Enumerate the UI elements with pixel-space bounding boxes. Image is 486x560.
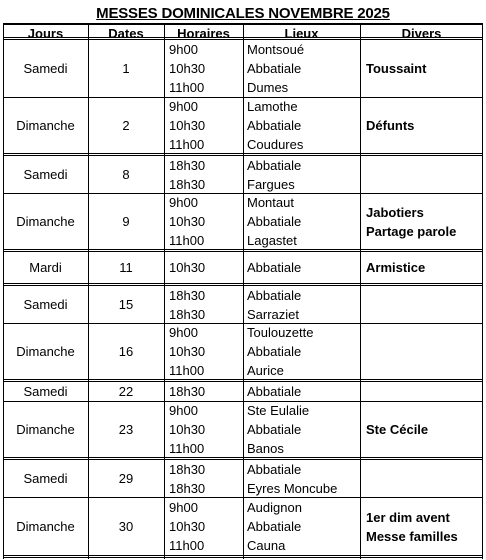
time-label: 9h00 — [169, 195, 198, 210]
day-label: Samedi — [23, 167, 68, 182]
page-title: MESSES DOMINICALES NOVEMBRE 2025 — [96, 5, 390, 22]
day-label: Dimanche — [16, 214, 75, 229]
date-label: 11 — [119, 260, 133, 275]
places-cell — [243, 286, 360, 323]
notes-cell — [360, 40, 483, 97]
place-label: Toulouzette — [247, 325, 314, 340]
time-label: 11h00 — [169, 233, 205, 248]
day-cell — [3, 252, 88, 283]
place-label: Eyres Moncube — [247, 480, 338, 496]
time-label: 18h30 — [169, 287, 206, 303]
place-label: Abbatiale — [247, 61, 302, 76]
date-label: 15 — [118, 297, 134, 312]
day-cell — [3, 40, 88, 97]
date-cell — [88, 498, 164, 555]
time-label: 11h00 — [169, 538, 205, 553]
day-label: Samedi — [23, 297, 68, 312]
place-label: Banos — [247, 441, 284, 456]
places-cell — [243, 382, 360, 401]
date-cell — [88, 402, 164, 457]
places-cell — [243, 98, 360, 153]
time-label: 10h30 — [169, 214, 206, 229]
place-label: Cauna — [247, 538, 286, 553]
time-label: 10h30 — [169, 344, 206, 359]
times-cell — [164, 40, 243, 97]
place-label: Abbatiale — [247, 461, 302, 477]
place-label: Ste Eulalie — [247, 403, 310, 418]
note-label: Messe familles — [366, 528, 458, 544]
notes-cell — [360, 156, 483, 193]
note-label: Armistice — [366, 260, 426, 275]
date-label: 8 — [122, 167, 130, 182]
notes-cell — [360, 98, 483, 153]
notes-cell — [360, 382, 483, 401]
time-label: 9h00 — [169, 500, 198, 515]
time-label: 9h00 — [169, 42, 198, 57]
day-cell — [3, 194, 88, 249]
notes-cell — [360, 252, 483, 283]
places-cell — [243, 460, 360, 497]
date-cell — [88, 324, 164, 379]
note-label: Toussaint — [366, 61, 427, 76]
notes-cell — [360, 460, 483, 497]
day-label: Dimanche — [16, 519, 75, 534]
time-label: 18h30 — [169, 306, 206, 322]
column-divider — [164, 23, 165, 559]
place-label: Montsoué — [247, 42, 305, 57]
date-cell — [88, 460, 164, 497]
day-label: Samedi — [23, 384, 68, 399]
day-cell — [3, 286, 88, 323]
time-label: 11h00 — [169, 363, 205, 378]
time-label: 18h30 — [169, 157, 206, 173]
date-label: 23 — [118, 422, 134, 437]
time-label: 18h30 — [169, 480, 206, 496]
places-cell — [243, 252, 360, 283]
day-cell — [3, 324, 88, 379]
times-cell — [164, 194, 243, 249]
times-cell — [164, 252, 243, 283]
time-label: 18h30 — [169, 461, 206, 477]
place-label: Aurice — [247, 363, 284, 378]
place-label: Abbatiale — [247, 287, 302, 303]
column-divider — [243, 23, 244, 559]
day-label: Dimanche — [16, 344, 75, 359]
place-label: Abbatiale — [247, 157, 302, 173]
places-cell — [243, 324, 360, 379]
place-label: Abbatiale — [247, 260, 302, 275]
places-cell — [243, 402, 360, 457]
place-label: Lamothe — [247, 99, 298, 114]
date-cell — [88, 156, 164, 193]
date-label: 16 — [118, 344, 134, 359]
day-label: Dimanche — [16, 422, 75, 437]
time-label: 10h30 — [169, 61, 206, 76]
day-label: Samedi — [23, 471, 68, 486]
header-jours: Jours — [27, 26, 64, 41]
date-label: 30 — [118, 519, 134, 534]
places-cell — [243, 40, 360, 97]
notes-cell — [360, 498, 483, 555]
header-divers: Divers — [401, 26, 442, 41]
date-label: 22 — [118, 384, 134, 399]
place-label: Dumes — [247, 80, 289, 95]
date-cell — [88, 286, 164, 323]
day-cell — [3, 382, 88, 401]
time-label: 10h30 — [169, 118, 206, 133]
places-cell — [243, 498, 360, 555]
time-label: 10h30 — [169, 260, 206, 275]
day-cell — [3, 98, 88, 153]
place-label: Coudures — [247, 137, 304, 152]
day-cell — [3, 498, 88, 555]
place-label: Lagastet — [247, 233, 297, 248]
time-label: 9h00 — [169, 403, 198, 418]
date-label: 9 — [122, 214, 130, 229]
place-label: Abbatiale — [247, 344, 302, 359]
header-horaires: Horaires — [177, 26, 230, 41]
note-label: Ste Cécile — [366, 422, 429, 437]
time-label: 11h00 — [169, 137, 205, 152]
time-label: 18h30 — [169, 384, 206, 399]
time-label: 9h00 — [169, 325, 198, 340]
date-cell — [88, 98, 164, 153]
place-label: Abbatiale — [247, 214, 302, 229]
column-divider — [88, 23, 89, 559]
times-cell — [164, 324, 243, 379]
times-cell — [164, 498, 243, 555]
table-border-left — [3, 23, 4, 559]
day-label: Dimanche — [16, 118, 75, 133]
day-cell — [3, 156, 88, 193]
header-lieux: Lieux — [284, 26, 319, 41]
place-label: Montaut — [247, 195, 294, 210]
place-label: Fargues — [247, 176, 295, 192]
date-label: 29 — [118, 471, 134, 486]
date-cell — [88, 252, 164, 283]
notes-cell — [360, 194, 483, 249]
time-label: 10h30 — [169, 422, 206, 437]
day-label: Samedi — [23, 61, 68, 76]
place-label: Sarraziet — [247, 306, 300, 322]
day-label: Mardi — [29, 260, 62, 275]
header-dates: Dates — [108, 26, 144, 41]
time-label: 10h30 — [169, 519, 206, 534]
date-cell — [88, 194, 164, 249]
place-label: Abbatiale — [247, 118, 302, 133]
place-label: Abbatiale — [247, 519, 302, 534]
place-label: Abbatiale — [247, 422, 302, 437]
column-divider — [360, 23, 361, 559]
times-cell — [164, 98, 243, 153]
date-label: 1 — [122, 61, 130, 76]
places-cell — [243, 156, 360, 193]
time-label: 18h30 — [169, 176, 206, 192]
place-label: Audignon — [247, 500, 302, 515]
places-cell — [243, 194, 360, 249]
table-border-right — [482, 23, 483, 559]
place-label: Abbatiale — [247, 384, 302, 399]
day-cell — [3, 402, 88, 457]
note-label: Jabotiers — [366, 204, 424, 220]
notes-cell — [360, 402, 483, 457]
notes-cell — [360, 324, 483, 379]
times-cell — [164, 286, 243, 323]
day-cell — [3, 460, 88, 497]
time-label: 11h00 — [169, 80, 205, 95]
times-cell — [164, 402, 243, 457]
note-label: Défunts — [366, 118, 415, 133]
note-label: Partage parole — [366, 223, 457, 239]
times-cell — [164, 382, 243, 401]
times-cell — [164, 460, 243, 497]
time-label: 9h00 — [169, 99, 198, 114]
note-label: 1er dim avent — [366, 509, 450, 525]
times-cell — [164, 156, 243, 193]
date-cell — [88, 382, 164, 401]
time-label: 11h00 — [169, 441, 205, 456]
date-cell — [88, 40, 164, 97]
notes-cell — [360, 286, 483, 323]
date-label: 2 — [122, 118, 130, 133]
